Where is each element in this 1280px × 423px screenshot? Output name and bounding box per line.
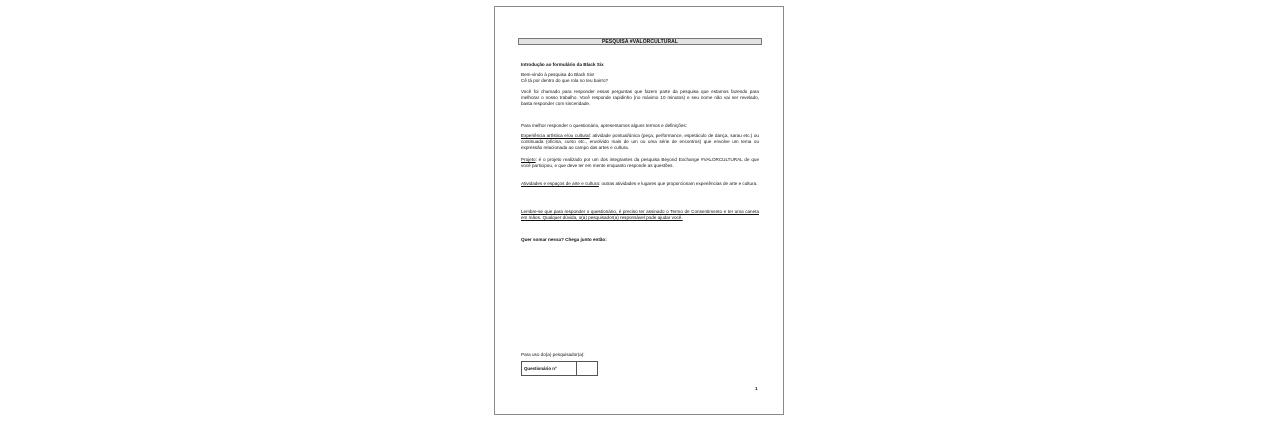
welcome-text <box>521 72 759 84</box>
questionnaire-number-field[interactable] <box>577 362 597 375</box>
term-atividades <box>521 181 759 187</box>
term-definition: : atividade pontual/única (peça, performance, espetáculo de dança, sarau etc.) ou continuada (oficina, curso etc., envolvido mais de um ou uma série de encontros) que envolve um tema ou expressão relacionada ao campo das artes e cultura. <box>521 133 759 150</box>
term-experiencia <box>521 133 759 150</box>
term-label: Experiência artística e/ou cultural <box>521 133 590 138</box>
term-definition: : é o projeto realizado por um dos integrantes da pesquisa Beyond Exchange #VALORCULTURAL de que você participou, e que deve ter em mente enquanto responde as questões. <box>521 157 759 168</box>
page-number: 1 <box>755 386 758 391</box>
call-to-action: Quer somar nessa? Chega junto então: <box>521 237 607 242</box>
term-projeto <box>521 157 759 169</box>
welcome-line-1: Bem-vindo à pesquisa do Black Six! <box>521 72 595 77</box>
document-title: PESQUISA #VALORCULTURAL <box>518 38 762 45</box>
welcome-line-2: Cê tá por dentro do que rola no teu bairro? <box>521 77 609 83</box>
researcher-note: Para uso do(a) pesquisador(a): <box>521 352 585 357</box>
questionnaire-number-box <box>521 361 598 376</box>
reminder-text: Lembre-se que para responder o questionário, é preciso ter assinado o Termo de Consentimento e ter uma caneta em mãos. Qualquer dúvida, o(a) pesquisador(a) responsável pode ajudar você. <box>521 209 759 220</box>
term-label: Projeto <box>521 157 536 162</box>
term-definition: : outras atividades e lugares que proporcionam experiências de arte e cultura. <box>598 181 758 186</box>
term-label: Atividades e espaços de arte e cultura <box>521 181 599 186</box>
terms-intro: Para melhor responder o questionário, apresentamos alguns termos e definições: <box>521 123 687 128</box>
questionnaire-label: Questionário nº <box>522 362 577 375</box>
document-page <box>494 6 784 415</box>
intro-heading: Introdução ao formulário da Black Six <box>521 62 604 67</box>
intro-paragraph: Você foi chamado para responder essas perguntas que fazem parte da pesquisa que estamos fazendo para melhorar o nosso trabalho. Você responde rapidinho (no máximo 10 minutos) e seu nome não vai ser revelado, basta responder com sinceridade. <box>521 89 759 106</box>
